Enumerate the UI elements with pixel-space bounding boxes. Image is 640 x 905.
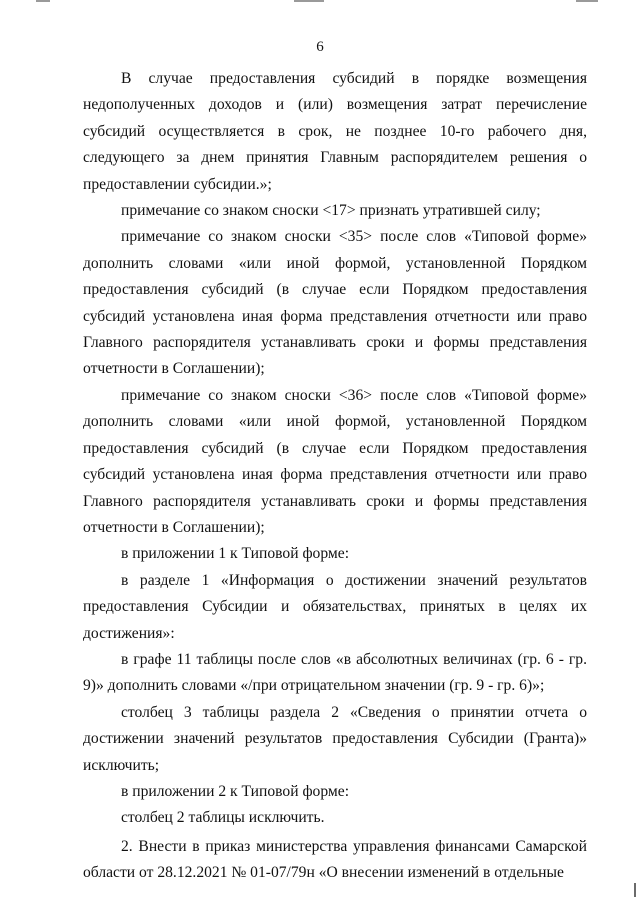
paragraph-column-11: в графе 11 таблицы после слов «в абсолютных величинах (гр. 6 - гр. 9)» дополнить словами «/при отрицательном значении (гр. 9 - гр. 6)»; bbox=[83, 650, 587, 695]
scan-artifact-left bbox=[36, 0, 50, 2]
scan-artifact-right bbox=[576, 0, 598, 2]
paragraph-appendix-1: в приложении 1 к Типовой форме: bbox=[121, 545, 350, 563]
page-number: 6 bbox=[316, 39, 324, 55]
paragraph-footnote-35: примечание со знаком сноски <35> после слов «Типовой форме» дополнить словами «или иной формой, установленной Порядком предоставления субсидий (в случае если Порядком предоставления субсидий установлена иная форма представления отчетности или право Главного распорядителя устанавливать сроки и формы представления отчетности в Соглашении); bbox=[83, 228, 587, 378]
paragraph-footnote-17: примечание со знаком сноски <17> признать утратившей силу; bbox=[121, 202, 541, 220]
scan-artifact-center bbox=[294, 0, 324, 2]
scan-artifact-edge bbox=[634, 883, 636, 897]
paragraph-item-2: 2. Внести в приказ министерства управления финансами Самарской области от 28.12.2021 № 01-07/79н «О внесении изменений в отдельные bbox=[83, 837, 587, 882]
document-body bbox=[83, 66, 587, 887]
paragraph-column-3-section-2: столбец 3 таблицы раздела 2 «Сведения о принятии отчета о достижении значений результатов предоставления Субсидии (Гранта)» исключить; bbox=[83, 703, 587, 774]
paragraph-appendix-2: в приложении 2 к Типовой форме: bbox=[121, 782, 350, 800]
paragraph-footnote-36: примечание со знаком сноски <36> после слов «Типовой форме» дополнить словами «или иной формой, установленной Порядком предоставления субсидий (в случае если Порядком предоставления субсидий установлена иная форма представления отчетности или право Главного распорядителя устанавливать сроки и формы представления отчетности в Соглашении); bbox=[83, 386, 587, 536]
paragraph-section-1: в разделе 1 «Информация о достижении значений результатов предоставления Субсидии и обязательствах, принятых в целях их достижения»: bbox=[83, 571, 587, 642]
paragraph-subsidy-payment-term: В случае предоставления субсидий в порядке возмещения недополученных доходов и (или) возмещения затрат перечисление субсидий осуществляется в срок, не позднее 10-го рабочего дня, следующего за днем принятия Главным распорядителем решения о предоставлении субсидии.»; bbox=[83, 70, 587, 193]
paragraph-column-2: столбец 2 таблицы исключить. bbox=[121, 809, 325, 827]
